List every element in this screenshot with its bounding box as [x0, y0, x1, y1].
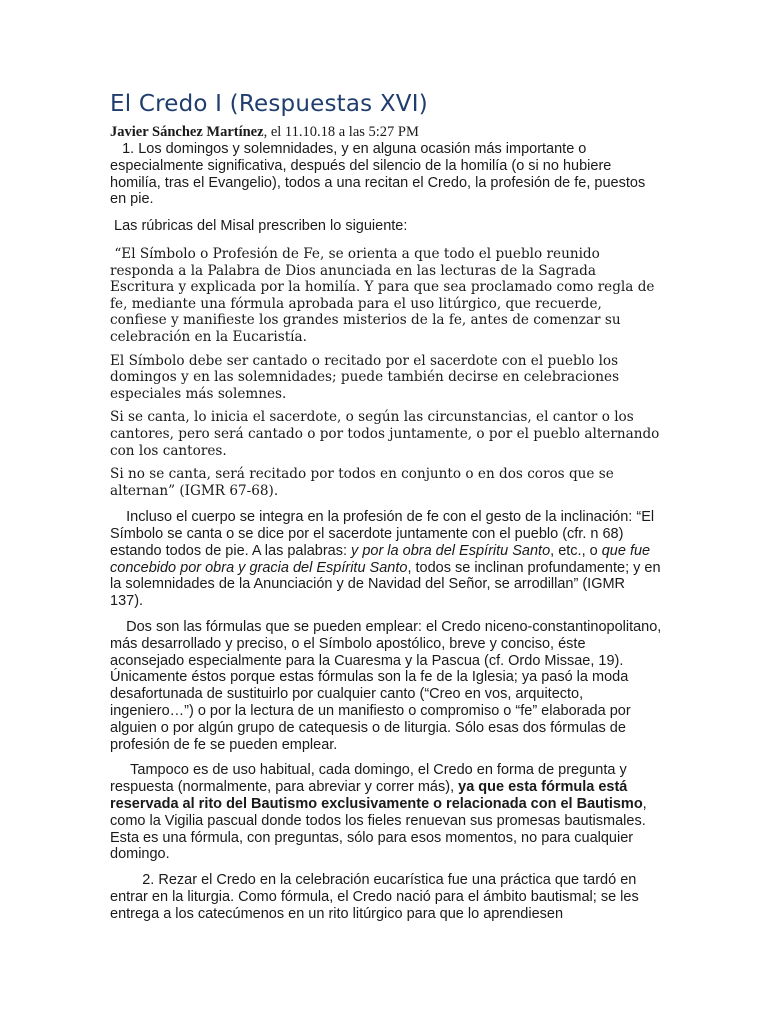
- body3-text-a: Tampoco es de uso habitual, cada domingo, el Credo en forma de pregunta y respuesta (normalmente, para abreviar y correr más),: [110, 762, 631, 796]
- page-title: El Credo I (Respuestas XVI): [110, 91, 428, 117]
- body1-text-a: Incluso el cuerpo se integra en la profesión de fe con el gesto de la inclinación: “El Símbolo se canta o se dice por el sacerdote juntamente con el pueblo (cfr. n 68) estando todos de pie. A las palabras:: [110, 509, 659, 559]
- paragraph-body-1: [110, 509, 665, 610]
- byline: [110, 124, 662, 141]
- quote-paragraph-1: “El Símbolo o Profesión de Fe, se orienta a que todo el pueblo reunido responda a la Palabra de Dios anunciada en las lecturas de la Sagrada Escritura y explicada por la homilía. Y para que sea proclamado como regla de fe, mediante una fórmula aprobada para el uso litúrgico, que recuerde, confiese y manifieste los grandes misterios de la fe, antes de comenzar su celebración en la Eucaristía.: [110, 245, 659, 345]
- quote-paragraph-4: Si no se canta, será recitado por todos en conjunto o en dos coros que se alternan” (IGMR 67-68).: [110, 466, 614, 499]
- paragraph-body-3: [110, 762, 662, 863]
- body1-italic-b: que fue concebido por obra y gracia del Espíritu Santo: [110, 542, 655, 576]
- quote-paragraph-3: Si se canta, lo inicia el sacerdote, o según las circunstancias, el cantor o los cantores, pero será cantado o por todos juntamente, o por el pueblo alternando con los cantores.: [110, 409, 660, 459]
- paragraph-body-2: Dos son las fórmulas que se pueden emplear: el Credo niceno-constantinopolitano, más desarrollado y preciso, o el Símbolo apostólico, breve y conciso, éste aconsejado especialmente para la Cuaresma y la Pascua (cf. Ordo Missae, 19). Únicamente éstos porque estas fórmulas son la fe de la Iglesia; ya pasó la moda desafortunada de sustituirlo por cualquier canto (“Creo en vos, arquitecto, ingeniero…”) o por la lectura de un manifiesto o compromiso o “fe” elaborada por alguien o por algún grupo de catequesis o de liturgia. Sólo esas dos fórmulas de profesión de fe se pueden emplear.: [110, 619, 666, 753]
- paragraph-intro: 1. Los domingos y solemnidades, y en alguna ocasión más importante o especialmente significativa, después del silencio de la homilía (o si no hubiere homilía, tras el Evangelio), todos a una recitan el Credo, la profesión de fe, puestos en pie.: [110, 141, 650, 208]
- author-name: Javier Sánchez Martínez: [110, 124, 264, 140]
- paragraph-body-4: 2. Rezar el Credo en la celebración eucarística fue una práctica que tardó en entrar en la liturgia. Como fórmula, el Credo nació para el ámbito bautismal; se les entrega a los catecúmenos en un rito litúrgico para que lo aprendiesen: [110, 872, 643, 922]
- body1-italic-a: y por la obra del Espíritu Santo: [351, 542, 551, 559]
- document-page: [110, 88, 666, 923]
- body1-text-b: , etc., o: [550, 542, 602, 559]
- post-date: , el 11.10.18 a las 5:27 PM: [263, 124, 419, 140]
- paragraph-rubric: Las rúbricas del Misal prescriben lo siguiente:: [110, 218, 408, 235]
- body3-bold: ya que esta fórmula está reservada al rito del Bautismo exclusivamente o relacionada con el Bautismo: [110, 779, 643, 813]
- body1-text-c: , todos se inclinan profundamente; y en la solemnidades de la Anunciación y de Navidad del Señor, se arrodillan” (IGMR 137).: [110, 559, 665, 610]
- body3-text-b: , como la Vigilia pascual donde todos los fieles renuevan sus promesas bautismales. Esta es una fórmula, con preguntas, sólo para esos momentos, no para cualquier domingo.: [110, 796, 651, 863]
- quote-paragraph-2: El Símbolo debe ser cantado o recitado por el sacerdote con el pueblo los domingos y en las solemnidades; puede también decirse en celebraciones especiales más solemnes.: [110, 352, 620, 402]
